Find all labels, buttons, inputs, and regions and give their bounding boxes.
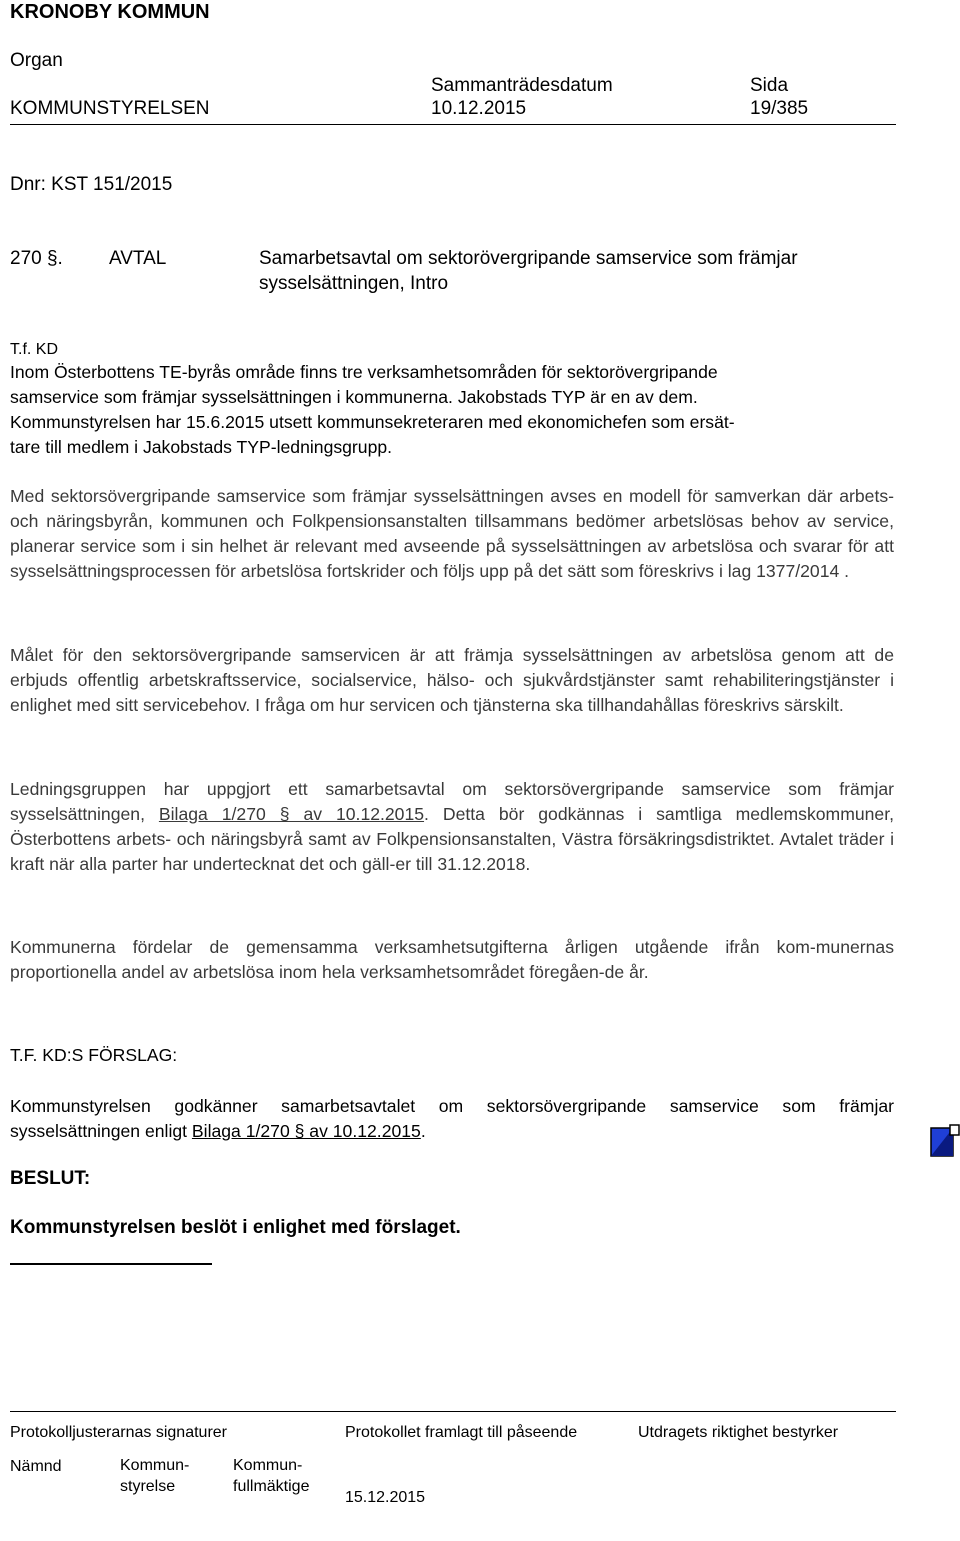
section-number: [10, 248, 63, 270]
page-value: 19/385: [750, 98, 809, 119]
section-type: AVTAL: [109, 248, 167, 269]
col-namnd: Nämnd: [10, 1458, 62, 1475]
col-ks-line2: styrelse: [120, 1478, 176, 1495]
section-title-line2: sysselsättningen, Intro: [259, 273, 449, 294]
decision-text: Kommunstyrelsen beslöt i enlighet med förslaget.: [10, 1217, 461, 1238]
organ-value: KOMMUNSTYRELSEN: [10, 98, 210, 119]
page-label: Sida: [750, 75, 789, 96]
agreement-text-pre: Ledningsgruppen har uppgjort ett samarbetsavtal om sektorsövergripande samservice som främjar sysselsättningen,: [10, 779, 894, 824]
proposal-text-pre: Kommunstyrelsen godkänner samarbetsavtalet om sektorsövergripande samservice som främjar sysselsättningen enligt: [10, 1096, 894, 1141]
meeting-date-value: 10.12.2015: [431, 98, 527, 119]
paragraph-goal-text: Målet för den sektorsövergripande samservicen är att främja sysselsättningen av arbetslösa genom att de erbjuds offentlig arbetskraftsservice, socialservice, hälso- och sjukvårdstjänster samt rehabiliteringstjänster i enlighet med sitt servicebehov.: [10, 645, 894, 715]
preparer-label: T.f. KD: [10, 341, 59, 358]
external-link-icon[interactable]: [930, 1124, 960, 1160]
intro-line: tare till medlem i Jakobstads TYP-ledningsgrupp.: [10, 437, 393, 457]
proposal-text-post: .: [420, 1121, 426, 1141]
col-kf-line2: fullmäktige: [233, 1478, 310, 1495]
attachment-link[interactable]: Bilaga 1/270 § av 10.12.2015: [158, 804, 425, 824]
section-title-line1: Samarbetsavtal om sektorövergripande samservice som främjar: [259, 248, 798, 269]
agreement-text-post: . Detta bör godkännas i samtliga medlemskommuner, Österbottens arbets- och näringsbyrå samt av Folkpensionsanstalten, Västra försäkringsdistriktet. Avtalet träder i kraft när alla parter har undertecknat det och gäll-er till 31.12.2018.: [10, 804, 894, 874]
paragraph-goal: [10, 643, 894, 718]
col-kommunstyrelse: [120, 1455, 189, 1497]
extract-label: Utdragets riktighet bestyrker: [638, 1424, 839, 1441]
section-number-value: 270: [10, 248, 42, 269]
municipality-name: KRONOBY KOMMUN: [10, 1, 210, 23]
paragraph-agreement: [10, 777, 894, 877]
display-date: 15.12.2015: [345, 1489, 426, 1506]
decision-underline: [10, 1263, 212, 1265]
col-kf-line1: Kommun-: [233, 1457, 303, 1474]
proposal-text: [10, 1094, 894, 1144]
col-ks-line1: Kommun-: [120, 1457, 190, 1474]
footer-divider: [10, 1411, 896, 1412]
col-kommunfullmaktige: [233, 1455, 309, 1497]
header-divider: [10, 124, 896, 125]
diary-number: Dnr: KST 151/2015: [10, 174, 173, 195]
display-label: Protokollet framlagt till påseende: [345, 1424, 578, 1441]
meeting-date-label: Sammanträdesdatum: [431, 75, 613, 96]
paragraph-costs: Kommunerna fördelar de gemensamma verksamhetsutgifterna årligen utgående ifrån kom-munernas proportionella andel av arbetslösa inom hela verksamhetsområdet föregåen-de år.: [10, 937, 894, 982]
paragraph-definition: Med sektorsövergripande samservice som främjar sysselsättningen avses en modell för samverkan där arbets- och näringsbyrån, kommunen och Folkpensionsanstalten tillsammans bedömer arbetslösas behov av service, planerar service som i sin helhet är relevant med avseende på sysselsättningen av arbetslösa och svarar för att sysselsättningsprocessen för arbetslösa fortskrider och följs upp på det sätt som föreskrivs i lag 1377/2014 .: [10, 486, 894, 581]
section-mark: §.: [46, 248, 63, 269]
intro-line: samservice som främjar sysselsättningen i kommunerna. Jakobstads TYP är en av dem.: [10, 387, 698, 407]
proposal-heading: T.F. KD:S FÖRSLAG:: [10, 1045, 178, 1065]
intro-text: [10, 360, 735, 460]
proposal-attachment-link[interactable]: Bilaga 1/270 § av 10.12.2015: [191, 1121, 421, 1141]
intro-line: Kommunstyrelsen har 15.6.2015 utsett kommunsekreteraren med ekonomichefen som ersät-: [10, 412, 735, 432]
organ-label: Organ: [10, 50, 63, 71]
signatures-label: Protokolljusterarnas signaturer: [10, 1424, 227, 1441]
decision-heading: BESLUT:: [10, 1168, 91, 1189]
paragraph-goal-note: I fråga om hur servicen och tjänsterna ska tillhandahållas föreskrivs särskilt.: [250, 695, 844, 715]
intro-line: Inom Österbottens TE-byrås område finns tre verksamhetsområden för sektorövergripande: [10, 362, 718, 382]
